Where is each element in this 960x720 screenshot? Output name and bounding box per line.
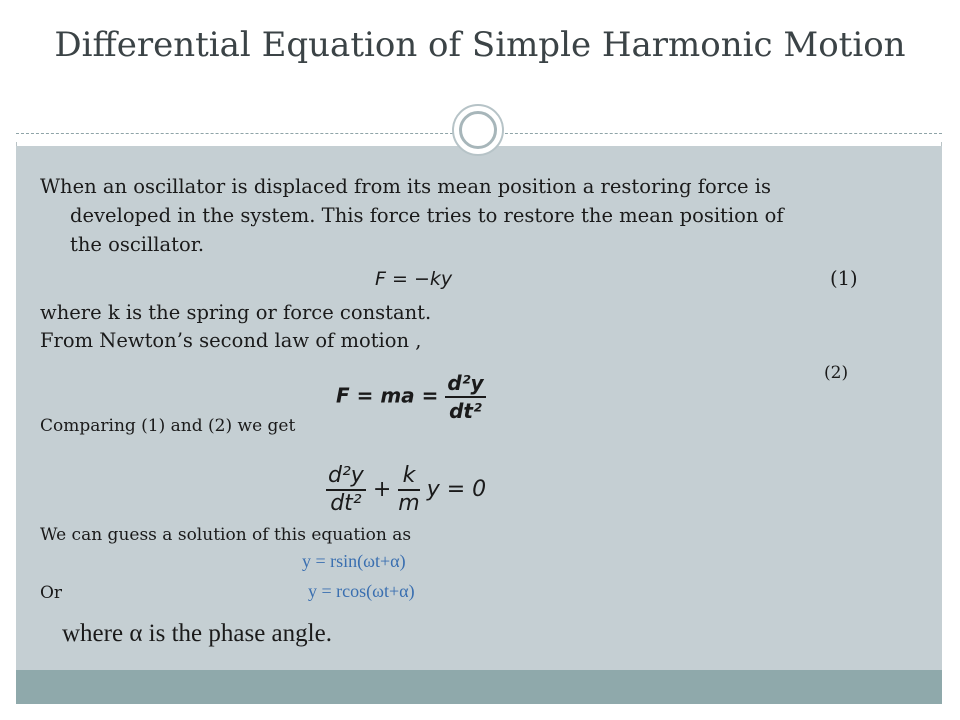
or-label: Or — [40, 583, 63, 603]
phase-angle-line: where α is the phase angle. — [62, 620, 332, 647]
equation-3-numerator-2: k — [398, 463, 419, 491]
equation-2 — [336, 370, 486, 424]
equation-2-lhs: F = ma = — [336, 383, 439, 408]
equation-2-denominator: dt² — [449, 399, 482, 423]
intro-line-1: When an oscillator is displaced from its mean position a restoring force is — [40, 175, 771, 198]
equation-1-number: (1) — [830, 267, 858, 290]
equation-3 — [326, 463, 486, 517]
equation-3-fraction-2 — [398, 463, 419, 517]
equation-3-fraction-1 — [326, 463, 366, 517]
equation-2-number: (2) — [824, 363, 849, 383]
equation-2-fraction — [445, 370, 485, 424]
equation-2-numerator: d²y — [445, 370, 485, 398]
equation-1-equals: = — [391, 268, 408, 290]
footer-bar — [16, 670, 942, 704]
equation-3-plus: + — [372, 477, 392, 502]
intro-paragraph — [40, 172, 920, 259]
equation-3-numerator-1: d²y — [326, 463, 366, 491]
intro-line-2: developed in the system. This force tries to restore the mean position of — [70, 204, 784, 227]
equation-3-tail: y = 0 — [426, 477, 487, 502]
solution-cosine: y = rcos(ωt+α) — [308, 581, 415, 601]
equation-1-lhs: F — [375, 268, 386, 290]
equation-3-denominator-1: dt² — [330, 491, 362, 516]
equation-1-rhs: −ky — [413, 268, 453, 290]
slide-title: Differential Equation of Simple Harmonic Motion — [54, 25, 906, 65]
intro-line-3: the oscillator. — [70, 233, 205, 256]
solution-sine: y = rsin(ωt+α) — [302, 551, 406, 571]
newton-law-line: From Newton’s second law of motion , — [40, 329, 422, 352]
equation-1 — [375, 266, 452, 292]
divider-circle-inner — [459, 111, 497, 149]
equation-3-denominator-2: m — [398, 491, 420, 516]
comparing-line: Comparing (1) and (2) we get — [40, 416, 296, 436]
spring-constant-note: where k is the spring or force constant. — [40, 301, 432, 324]
solution-guess-line: We can guess a solution of this equation as — [40, 525, 412, 545]
